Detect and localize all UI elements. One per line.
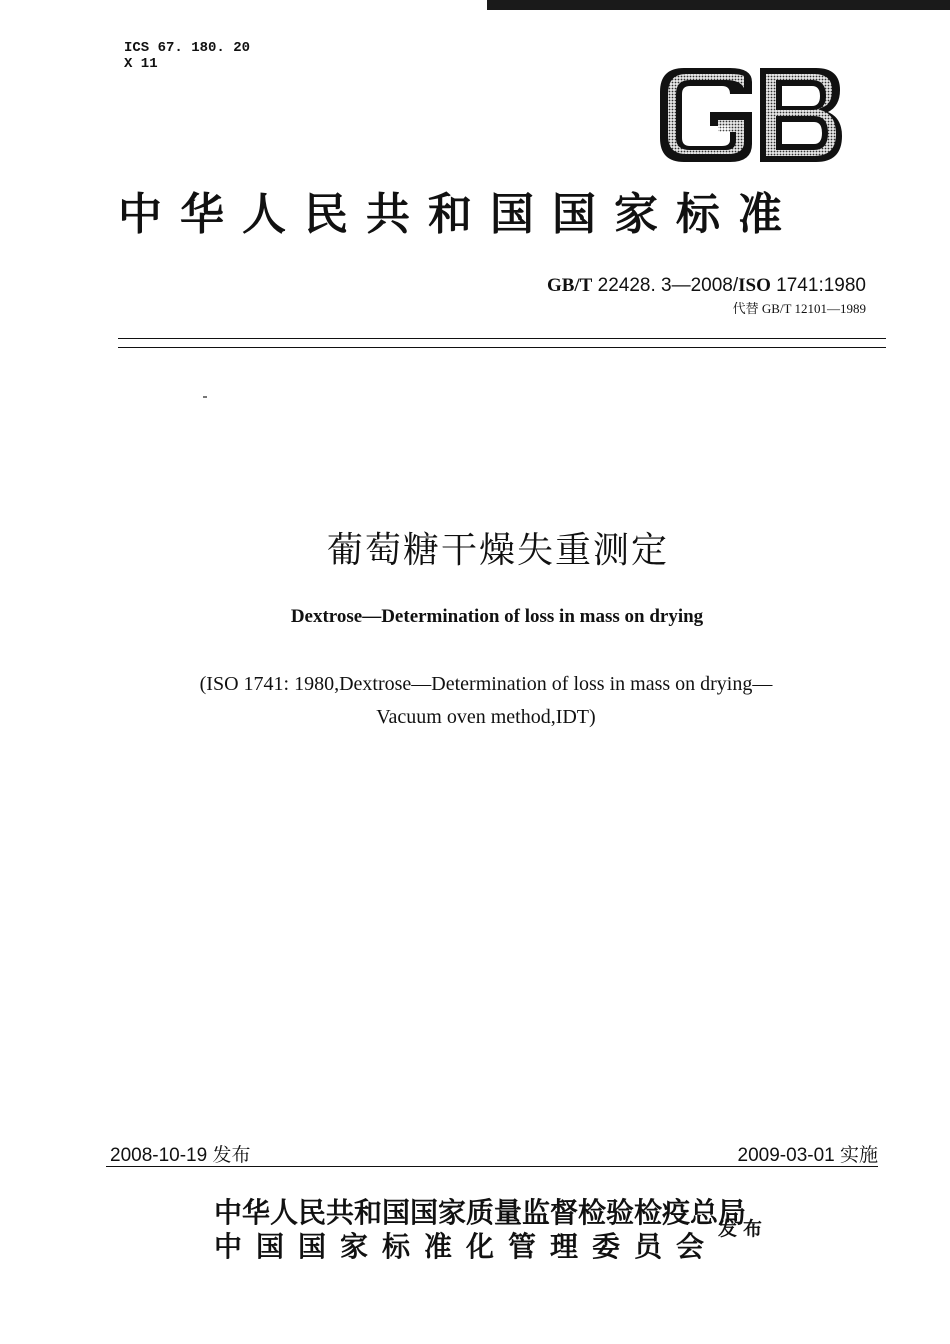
iso-reference-line-1: (ISO 1741: 1980,Dextrose—Determination of loss in mass on drying— bbox=[199, 673, 773, 695]
standard-number bbox=[547, 275, 866, 297]
iso-reference-line-2: Vacuum oven method,IDT) bbox=[376, 706, 596, 728]
ccs-code: X 11 bbox=[124, 56, 158, 72]
iso-reference bbox=[0, 668, 950, 734]
implementation-date: 2009-03-01 实施 bbox=[737, 1145, 878, 1166]
english-title: Dextrose—Determination of loss in mass on drying bbox=[290, 606, 704, 627]
national-standard-title: 中华人民共和国国家标准 bbox=[118, 189, 800, 240]
issuing-authorities bbox=[214, 1196, 746, 1264]
standard-prefix: GB/T bbox=[546, 275, 593, 296]
issuer-1: 中华人民共和国国家质量监督检验检疫总局 bbox=[214, 1196, 747, 1229]
header-rule-bottom bbox=[118, 347, 886, 348]
iso-prefix: ISO bbox=[738, 275, 771, 296]
chinese-title: 葡萄糖干燥失重测定 bbox=[326, 530, 669, 571]
classification-codes bbox=[124, 40, 250, 72]
gb-logo-text: GB bbox=[656, 66, 658, 67]
publish-date: 2008-10-19 发布 bbox=[110, 1145, 251, 1166]
ics-code: ICS 67. 180. 20 bbox=[124, 40, 251, 56]
scan-speck bbox=[203, 396, 207, 398]
issue-label: 发布 bbox=[718, 1218, 769, 1240]
gb-logo bbox=[656, 66, 844, 164]
replaces-standard: 代替 GB/T 12101—1989 bbox=[732, 301, 866, 316]
standard-main-number: 22428. 3—2008/ bbox=[597, 275, 739, 296]
top-border-bar bbox=[487, 0, 950, 10]
issuer-2: 中国国家标准化管理委员会 bbox=[214, 1230, 719, 1263]
header-rule-top bbox=[118, 338, 886, 339]
iso-number: 1741:1980 bbox=[776, 275, 866, 296]
footer-rule bbox=[106, 1166, 878, 1167]
